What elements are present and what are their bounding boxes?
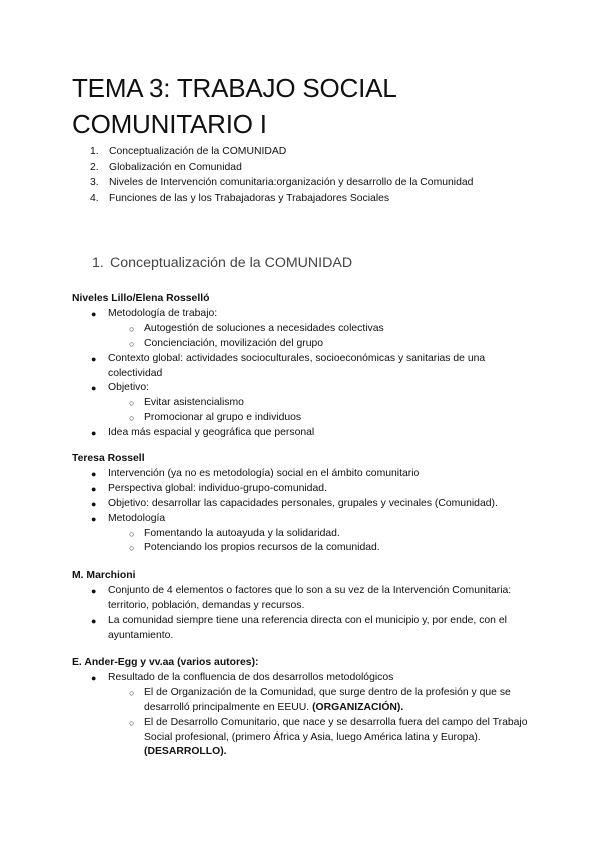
list-item-text: Resultado de la confluencia de dos desarrollos metodológicos	[108, 671, 394, 683]
list-item-text: Intervención (ya no es metodología) social en el ámbito comunitario	[108, 467, 420, 479]
toc-item	[72, 144, 473, 160]
sub-list-item	[108, 527, 542, 542]
list-item-text: Perspectiva global: individuo-grupo-comunidad.	[108, 482, 327, 494]
toc-text: Niveles de Intervención comunitaria:organización y desarrollo de la Comunidad	[109, 177, 474, 188]
toc-item	[72, 191, 473, 207]
bullet-icon: ●	[91, 585, 97, 596]
bullet-icon: ●	[91, 308, 97, 319]
sub-list	[108, 686, 542, 761]
toc-text: Funciones de las y los Trabajadoras y Trabajadores Sociales	[109, 192, 390, 204]
author-block-marchioni	[72, 569, 542, 644]
bullet-icon: ●	[91, 672, 97, 683]
toc-number: 3.	[90, 177, 99, 188]
sub-list-item	[108, 411, 542, 426]
toc-item	[72, 160, 473, 176]
bullet-icon: ●	[91, 353, 97, 364]
list-item-text: Conjunto de 4 elementos o factores que lo son a su vez de la Intervención Comunitaria: territorio, población, demandas y recursos.	[108, 584, 512, 611]
toc-item	[72, 175, 473, 191]
section-number: 1.	[92, 255, 104, 271]
sub-item-text: El de Organización de la Comunidad, que surge dentro de la profesión y que se desarrolló principalmente en EEUU.	[144, 686, 511, 713]
list-item-text: Objetivo:	[108, 382, 150, 394]
bold-tag: (ORGANIZACIÓN).	[312, 701, 404, 713]
author-heading: E. Ander-Egg y vv.aa (varios autores):	[72, 657, 259, 668]
hollow-bullet-icon: ○	[129, 338, 135, 349]
bullet-list	[72, 584, 542, 644]
toc-text: Globalización en Comunidad	[109, 161, 242, 173]
list-item	[72, 614, 542, 644]
author-heading: Niveles Lillo/Elena Rosselló	[72, 293, 210, 304]
title-line-1: TEMA 3: TRABAJO SOCIAL	[72, 73, 397, 103]
list-item	[72, 426, 542, 441]
bullet-list	[72, 467, 542, 556]
title-line-2: COMUNITARIO I	[72, 109, 267, 139]
toc-number: 2.	[90, 161, 99, 173]
sub-list-item	[108, 716, 542, 761]
author-block-rossell	[72, 452, 542, 556]
author-heading: Teresa Rossell	[72, 453, 145, 464]
bullet-icon: ●	[91, 513, 97, 524]
hollow-bullet-icon: ○	[129, 687, 135, 698]
sub-list-item	[108, 322, 542, 337]
author-block-lillo	[72, 292, 542, 441]
hollow-bullet-icon: ○	[129, 528, 135, 539]
list-item-text: Objetivo: desarrollar las capacidades personales, grupales y vecinales (Comunidad).	[108, 497, 498, 509]
toc-number: 1.	[90, 146, 99, 157]
sub-item-text: Concienciación, movilización del grupo	[144, 337, 324, 349]
list-item	[72, 497, 542, 512]
bullet-icon: ●	[91, 383, 97, 394]
section-title: Conceptualización de la COMUNIDAD	[110, 255, 353, 271]
sub-list	[108, 527, 542, 557]
sub-item-text: Potenciando los propios recursos de la comunidad.	[144, 542, 380, 554]
list-item	[72, 584, 542, 614]
toc-text: Conceptualización de la COMUNIDAD	[109, 146, 287, 157]
sub-list-item	[108, 541, 542, 556]
hollow-bullet-icon: ○	[129, 398, 135, 409]
sub-list	[108, 322, 542, 352]
bullet-icon: ●	[91, 615, 97, 626]
table-of-contents	[72, 144, 473, 206]
sub-item-text: Evitar asistencialismo	[144, 397, 244, 409]
list-item	[72, 467, 542, 482]
list-item	[72, 352, 542, 382]
hollow-bullet-icon: ○	[129, 543, 135, 554]
bullet-icon: ●	[91, 428, 97, 439]
list-item-text: Metodología de trabajo:	[108, 307, 218, 319]
list-item	[72, 512, 542, 557]
bullet-list	[72, 307, 542, 441]
bullet-icon: ●	[91, 468, 97, 479]
sub-item-text: Promocionar al grupo e individuos	[144, 412, 302, 424]
list-item	[72, 482, 542, 497]
toc-number: 4.	[90, 192, 99, 204]
list-item-text: Contexto global: actividades socioculturales, socioeconómicas y sanitarias de una colectividad	[108, 352, 486, 379]
author-block-ander-egg	[72, 656, 542, 760]
bullet-icon: ●	[91, 483, 97, 494]
bullet-list	[72, 671, 542, 760]
sub-list	[108, 396, 542, 426]
list-item-text: La comunidad siempre tiene una referencia directa con el municipio y, por ende, con el ayuntamiento.	[108, 614, 507, 641]
page-title	[72, 70, 397, 142]
hollow-bullet-icon: ○	[129, 323, 135, 334]
sub-item-text: Autogestión de soluciones a necesidades colectivas	[144, 322, 384, 334]
list-item-text: Idea más espacial y geográfica que personal	[108, 427, 315, 439]
sub-list-item	[108, 337, 542, 352]
list-item	[72, 671, 542, 760]
sub-item-text: El de Desarrollo Comunitario, que nace y se desarrolla fuera del campo del Trabajo Social profesional, (primero África y Asia, luego América latina y Europa).	[144, 716, 528, 743]
author-heading: M. Marchioni	[72, 570, 136, 581]
bold-tag: (DESARROLLO).	[144, 746, 227, 758]
sub-list-item	[108, 686, 542, 716]
list-item-text: Metodología	[108, 512, 166, 524]
section-heading	[92, 255, 352, 271]
sub-item-text: Fomentando la autoayuda y la solidaridad.	[144, 527, 340, 539]
list-item	[72, 307, 542, 352]
sub-list-item	[108, 396, 542, 411]
hollow-bullet-icon: ○	[129, 413, 135, 424]
hollow-bullet-icon: ○	[129, 717, 135, 728]
bullet-icon: ●	[91, 498, 97, 509]
list-item	[72, 381, 542, 426]
